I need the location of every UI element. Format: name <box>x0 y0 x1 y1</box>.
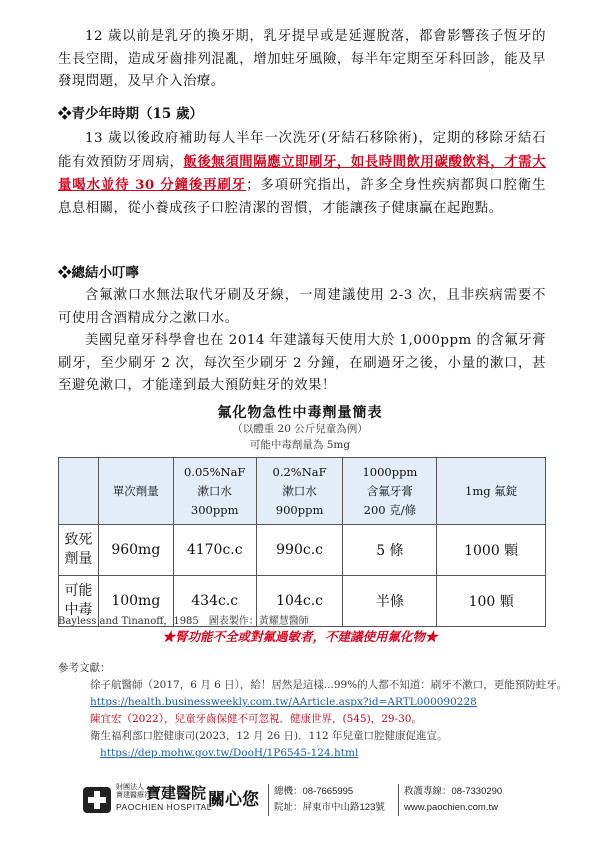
teen-paragraph <box>58 128 546 220</box>
footer <box>0 780 600 826</box>
reference-1-link[interactable]: https://health.businessweekly.com.tw/AArticle.aspx?id=ARTL000090228 <box>90 696 477 708</box>
references-label: 參考文獻： <box>58 662 111 674</box>
table-cell: 4170c.c <box>173 525 256 576</box>
website: www.paochien.com.tw <box>404 802 498 813</box>
contact-right <box>404 784 502 816</box>
address: 院址：屏東市中山路123號 <box>274 802 385 813</box>
table-title: 氟化物急性中毒劑量簡表 <box>217 405 383 421</box>
table-cell: 990c.c <box>256 525 343 576</box>
teen-heading: ❖青少年時期（15 歲） <box>58 106 203 122</box>
table-header-cell: 0.05%NaF 漱口水 300ppm <box>173 458 256 525</box>
footer-divider <box>268 784 269 816</box>
summary-para1: 含氟漱口水無法取代牙刷及牙線，一周建議使用 2-3 次，且非疾病需要不可使用含酒精成分之漱口水。 <box>58 288 546 326</box>
table-cell: 1000 顆 <box>437 525 546 576</box>
references <box>58 660 578 762</box>
table-header-cell: 1mg 氟錠 <box>437 458 546 525</box>
teen-text-after: ；多項研究指出，許多全身性疾病都與口腔衛生息息相關，從小養成孩子口腔清潔的習慣，才能讓孩子健康贏在起跑點。 <box>58 178 546 216</box>
table-cell: 100mg <box>98 576 173 627</box>
reference-1 <box>58 677 578 711</box>
reference-3-link[interactable]: https://dep.mohw.gov.tw/DooH/1P6545-124.html <box>100 747 359 759</box>
org-name: 寶建醫院 <box>146 784 207 802</box>
org-line1: 財團法人 <box>116 784 144 791</box>
summary-heading: ❖總結小叮嚀 <box>58 265 139 281</box>
table-cell: 104c.c <box>256 576 343 627</box>
table-row <box>59 525 546 576</box>
contact-left <box>274 784 385 816</box>
table-cell: 100 顆 <box>437 576 546 627</box>
table-header-row <box>59 458 546 525</box>
row-label: 可能 中毒 <box>59 576 99 627</box>
hospital-logo-icon <box>82 786 112 814</box>
table-cell: 半條 <box>343 576 437 627</box>
table-credit: Bayless and Tinanoff，1985 圖表製作：黃耀慧醫師 <box>58 616 309 627</box>
intro-paragraph: 12 歲以前是乳牙的換牙期，乳牙提早或是延遲脫落，都會影響孩子恆牙的生長空間，造成牙齒排列混亂，增加蛀牙風險，每半年定期至牙科回診，能及早發現問題，及早介入治療。 <box>58 29 546 89</box>
row-label: 致死 劑量 <box>59 525 99 576</box>
emergency-line: 救護專線：08-7330290 <box>404 786 503 797</box>
table-cell: 960mg <box>98 525 173 576</box>
table-header-cell: 0.2%NaF 漱口水 900ppm <box>256 458 343 525</box>
reference-2: 陳宜宏（2022），兒童牙齒保健不可忽視．健康世界，(545)，29-30。 <box>90 713 422 725</box>
table-header-cell: 1000ppm 含氟牙膏 200 克/條 <box>343 458 437 525</box>
warning-note: ★腎功能不全或對氟過敏者，不建議使用氟化物★ <box>162 629 438 644</box>
table-cell: 5 條 <box>343 525 437 576</box>
fluoride-dose-table <box>58 457 546 627</box>
table-header-cell: 單次劑量 <box>98 458 173 525</box>
table-cell: 434c.c <box>173 576 256 627</box>
teen-text-before: 13 歲以後政府補助每人半年一次洗牙(牙結石移除術)，定期的移除牙結石能有效預防牙周病， <box>58 131 546 170</box>
reference-3-link-wrap <box>58 745 578 762</box>
table-subtitle1: （以體重 20 公斤兒童為例） <box>232 423 368 435</box>
reference-1-text: 徐子航醫師（2017，6 月 6 日），給！居然是這樣...99%的人都不知道：刷牙不漱口，更能預防蛀牙。 <box>90 679 568 691</box>
table-subtitle2: 可能中毒劑量為 5mg <box>249 439 351 451</box>
phone-number: 總機：08-7665995 <box>274 786 354 797</box>
footer-divider <box>398 784 399 816</box>
reference-3: 衛生福利部口腔健康司(2023，12 月 26 日)．112 年兒童口腔健康促進宣。 <box>90 730 448 742</box>
table-header-cell <box>59 458 99 525</box>
summary-para2: 美國兒童牙科學會也在 2014 年建議每天使用大於 1,000ppm 的含氟牙膏刷牙，至少刷牙 2 次，每次至少刷牙 2 分鐘，在刷過牙之後，小量的漱口，甚至避免漱口，才能達到最大預防蛀牙的效果！ <box>58 333 546 393</box>
org-name-en: PAOCHIEN HOSPITAL <box>116 802 213 812</box>
org-line2: 寶建醫療社 <box>116 792 151 799</box>
teen-text-red: 飯後無須間隔應立即刷牙，如長時間飲用碳酸飲料，才需大量喝水並待 30 分鐘後再刷牙 <box>58 153 546 193</box>
slogan: 關心您 <box>208 790 259 810</box>
